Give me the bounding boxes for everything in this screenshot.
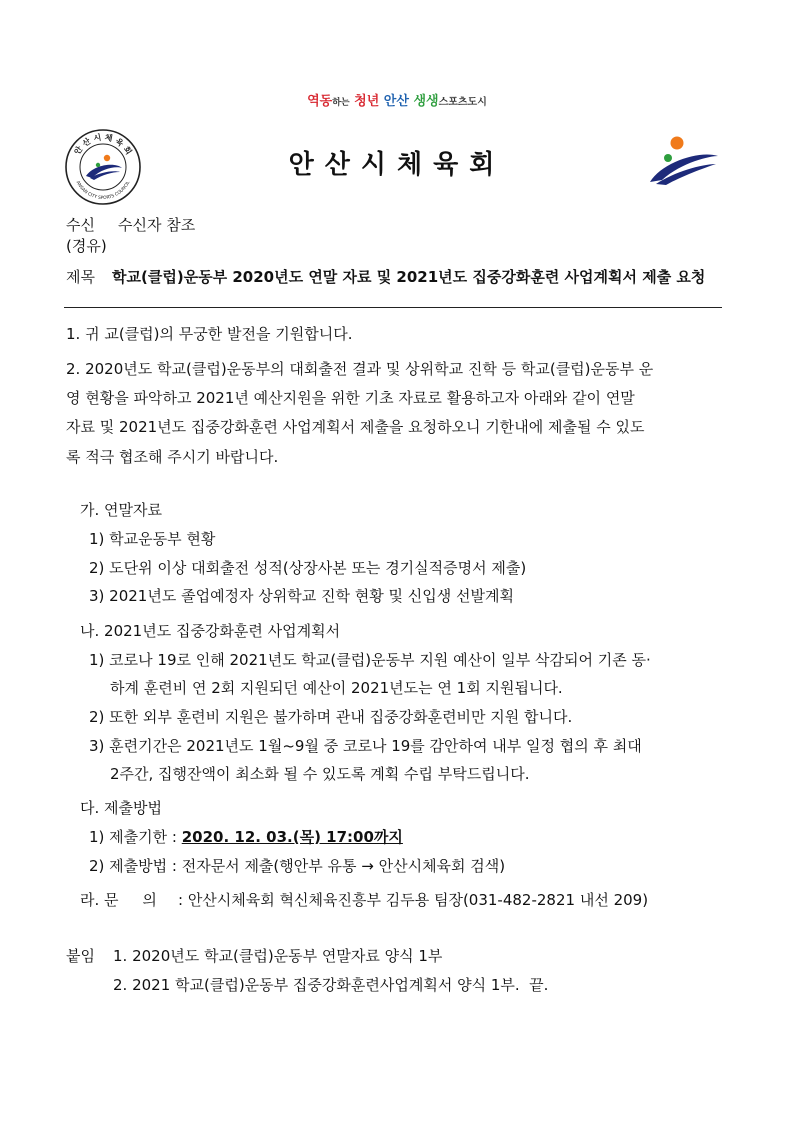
section-na-title: 나. 2021년도 집중강화훈련 사업계획서	[80, 622, 341, 640]
attachment-label: 붙임	[66, 947, 95, 965]
recipient-label: 수신	[66, 216, 95, 234]
paragraph-2-line-1: 2. 2020년도 학교(클럽)운동부의 대회출전 결과 및 상위학교 진학 등 학교(클럽)운동부 운	[66, 360, 654, 378]
section-ga-item-1: 1) 학교운동부 현황	[89, 530, 216, 548]
paragraph-2-line-2: 영 현황을 파악하고 2021년 예산지원을 위한 기초 자료로 활용하고자 아래와 같이 연말	[66, 389, 635, 407]
deadline-value: 2020. 12. 03.(목) 17:00까지	[181, 828, 403, 846]
paragraph-2-line-4: 록 적극 협조해 주시기 바랍니다.	[66, 448, 279, 466]
contact-label: 라. 문 의	[80, 891, 157, 909]
slogan-part-1: 역동	[307, 94, 333, 109]
deadline-row	[89, 826, 403, 847]
section-ga-item-3: 3) 2021년도 졸업예정자 상위학교 진학 현황 및 신입생 선발계획	[89, 587, 514, 605]
section-da-title: 다. 제출방법	[80, 799, 162, 817]
slogan-part-6: 스포츠도시	[438, 97, 487, 108]
section-na-item-3b: 2주간, 집행잔액이 최소화 될 수 있도록 계획 수립 부탁드립니다.	[110, 765, 530, 783]
attachment-item-2: 2. 2021 학교(클럽)운동부 집중강화훈련사업계획서 양식 1부. 끝.	[113, 976, 549, 994]
section-ga-item-2: 2) 도단위 이상 대회출전 성적(상장사본 또는 경기실적증명서 제출)	[89, 559, 527, 577]
section-na-item-3a: 3) 훈련기간은 2021년도 1월~9월 중 코로나 19를 감안하여 내부 일정 협의 후 최대	[89, 737, 642, 755]
deadline-label: 1) 제출기한 :	[89, 828, 182, 846]
via-label: (경유)	[66, 237, 107, 255]
council-logo-icon	[648, 134, 720, 186]
subject-label: 제목	[66, 268, 95, 286]
slogan-part-2: 하는	[332, 98, 350, 108]
slogan-part-4: 안산	[383, 94, 409, 109]
page-title: 안산시체육회	[288, 150, 506, 180]
slogan	[0, 90, 794, 109]
emblem-text-en: ANSAN CITY SPORTS COUNCIL	[74, 180, 132, 202]
section-na-item-2: 2) 또한 외부 훈련비 지원은 불가하며 관내 집중강화훈련비만 지원 합니다.	[89, 708, 573, 726]
emblem-text: 안 산 시 체 육 회	[72, 132, 134, 157]
slogan-part-3: 청년	[354, 94, 380, 109]
subject-divider	[64, 307, 722, 308]
attachment-item-1: 1. 2020년도 학교(클럽)운동부 연말자료 양식 1부	[113, 947, 443, 965]
section-na-item-1a: 1) 코로나 19로 인해 2021년도 학교(클럽)운동부 지원 예산이 일부 삭감되어 기존 동·	[89, 651, 651, 669]
recipient-value: 수신자 참조	[118, 216, 196, 234]
section-na-item-1b: 하계 훈련비 연 2회 지원되던 예산이 2021년도는 연 1회 지원됩니다.	[110, 679, 563, 697]
paragraph-1: 1. 귀 교(클럽)의 무궁한 발전을 기원합니다.	[66, 325, 353, 343]
paragraph-2-line-3: 자료 및 2021년도 집중강화훈련 사업계획서 제출을 요청하오니 기한내에 제출될 수 있도	[66, 418, 645, 436]
section-ga-title: 가. 연말자료	[80, 501, 162, 519]
submission-method: 2) 제출방법 : 전자문서 제출(행안부 유통 → 안산시체육회 검색)	[89, 857, 506, 875]
contact-value: : 안산시체육회 혁신체육진흥부 김두용 팀장(031-482-2821 내선 209)	[178, 891, 649, 909]
subject-text: 학교(클럽)운동부 2020년도 연말 자료 및 2021년도 집중강화훈련 사업계획서 제출 요청	[112, 268, 706, 286]
slogan-part-5: 생생	[413, 94, 439, 109]
